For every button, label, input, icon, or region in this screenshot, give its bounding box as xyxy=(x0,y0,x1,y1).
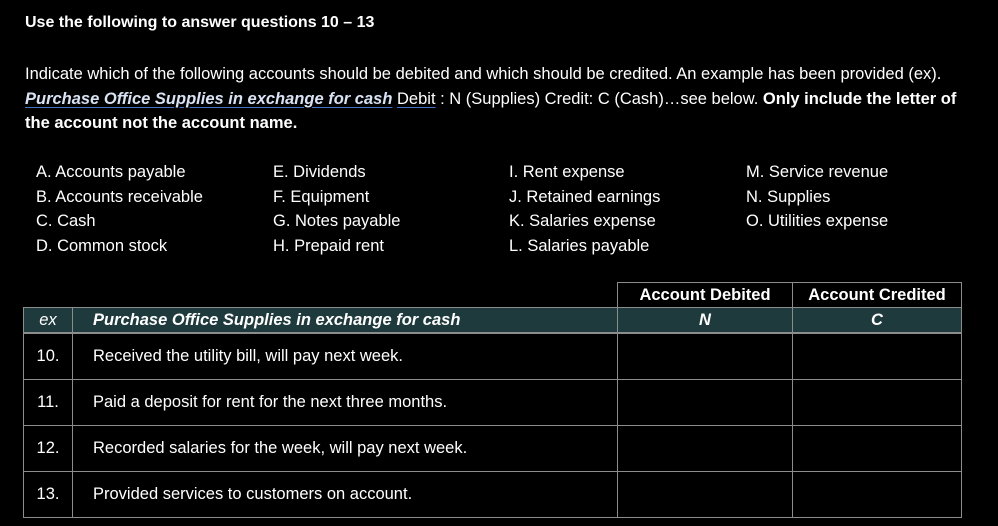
account-item: L. Salaries payable xyxy=(509,236,650,255)
account-item: H. Prepaid rent xyxy=(273,236,384,255)
row-num: 12. xyxy=(24,426,73,472)
account-item: J. Retained earnings xyxy=(509,187,661,206)
row-description: Provided services to customers on account. xyxy=(73,472,618,518)
row-num: 10. xyxy=(24,333,73,380)
accounts-column-1 xyxy=(36,160,203,258)
header-blank-num xyxy=(24,283,73,308)
instructions-only-note: Only include the letter of the account not the account name. xyxy=(25,89,957,132)
example-row xyxy=(24,308,962,334)
row-debited-cell[interactable] xyxy=(618,333,793,380)
instructions-after-debit: : N (Supplies) Credit: C (Cash)…see below. xyxy=(435,89,763,108)
row-credited-cell[interactable] xyxy=(793,380,962,426)
header-account-debited: Account Debited xyxy=(618,283,793,308)
account-item: F. Equipment xyxy=(273,187,370,206)
table-row xyxy=(24,380,962,426)
account-item: G. Notes payable xyxy=(273,212,401,230)
example-description: Purchase Office Supplies in exchange for cash xyxy=(73,308,618,334)
account-item: B. Accounts receivable xyxy=(36,187,203,206)
table-row xyxy=(24,472,962,518)
table-header-row xyxy=(24,283,962,308)
instructions-debit-word: Debit xyxy=(397,89,436,108)
example-num: ex xyxy=(24,308,73,334)
header-account-credited: Account Credited xyxy=(793,283,962,308)
row-num: 11. xyxy=(24,380,73,426)
instructions-intro: Indicate which of the following accounts should be debited and which should be credited. An example has been provided (ex). xyxy=(25,65,942,83)
row-debited-cell[interactable] xyxy=(618,426,793,472)
account-item: A. Accounts payable xyxy=(36,163,186,181)
account-item: I. Rent expense xyxy=(509,163,625,181)
accounts-column-4 xyxy=(746,160,888,234)
accounts-column-3 xyxy=(509,160,660,258)
row-credited-cell[interactable] xyxy=(793,472,962,518)
account-item: D. Common stock xyxy=(36,236,168,255)
page-heading: Use the following to answer questions 10 – 13 xyxy=(25,14,375,31)
example-credited: C xyxy=(793,308,962,334)
account-item: O. Utilities expense xyxy=(746,212,889,230)
row-description: Paid a deposit for rent for the next three months. xyxy=(73,380,618,426)
instructions-paragraph xyxy=(25,62,975,136)
header-blank-desc xyxy=(73,283,618,308)
row-num: 13. xyxy=(24,472,73,518)
account-item: C. Cash xyxy=(36,212,96,230)
row-description: Recorded salaries for the week, will pay next week. xyxy=(73,426,618,472)
table-row xyxy=(24,426,962,472)
table-row xyxy=(24,333,962,380)
example-debited: N xyxy=(618,308,793,334)
account-item: N. Supplies xyxy=(746,187,831,206)
row-credited-cell[interactable] xyxy=(793,333,962,380)
account-item: K. Salaries expense xyxy=(509,212,656,230)
row-debited-cell[interactable] xyxy=(618,472,793,518)
answer-table xyxy=(23,282,962,518)
accounts-column-2 xyxy=(273,160,401,258)
row-credited-cell[interactable] xyxy=(793,426,962,472)
row-description: Received the utility bill, will pay next week. xyxy=(73,333,618,380)
row-debited-cell[interactable] xyxy=(618,380,793,426)
instructions-example-item: Purchase Office Supplies in exchange for cash xyxy=(25,89,393,108)
account-item: E. Dividends xyxy=(273,163,366,181)
account-item: M. Service revenue xyxy=(746,163,889,181)
